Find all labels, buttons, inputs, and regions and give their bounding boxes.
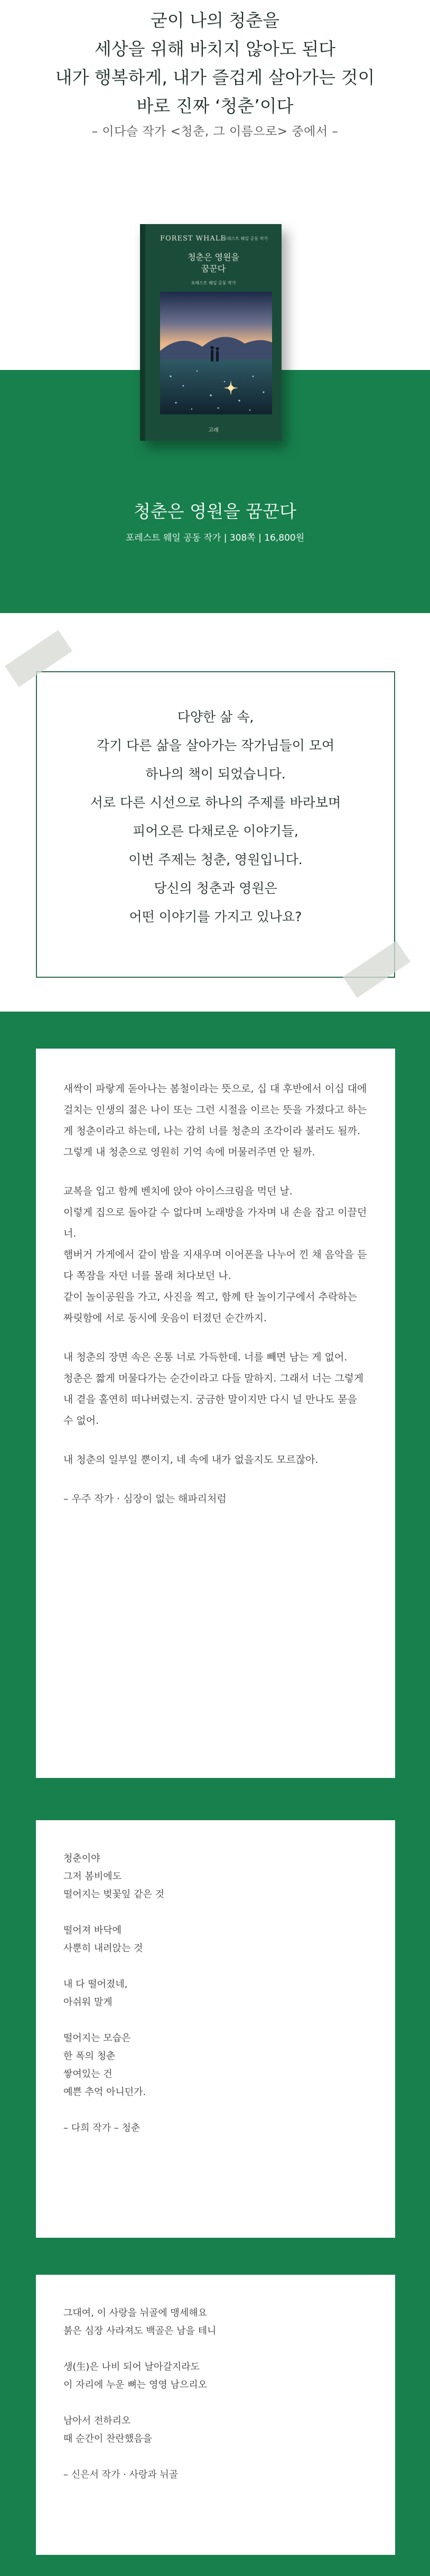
quote-line: 굳이 나의 청춘을 — [150, 10, 280, 31]
spacer — [63, 1470, 368, 1488]
book-title-line: 청춘은 영원을 — [188, 252, 239, 262]
poem-line: 생(生)은 나비 되어 날아갈지라도 — [63, 2361, 200, 2373]
excerpt-card — [36, 2275, 395, 2555]
poem-line: 청춘이야 — [63, 1853, 100, 1864]
intro-line: 당신의 청춘과 영원은 — [154, 881, 277, 896]
hero-quote — [0, 0, 430, 139]
spacer — [63, 1904, 368, 1922]
quote-line: 내가 행복하게, 내가 즐겁게 살아가는 것이 — [55, 67, 375, 88]
excerpt-paragraph: 이렇게 집으로 돌아갈 수 없다며 노래방을 가자며 내 손을 잡고 이끌던 너. — [63, 1207, 367, 1239]
spacer — [63, 1163, 368, 1181]
spacer — [63, 2012, 368, 2030]
excerpt-signature: – 우주 작가 · 심장이 없는 해파리처럼 — [63, 1493, 227, 1505]
book-cover — [140, 224, 282, 441]
excerpt-paragraph: 같이 놀이공원을 가고, 사진을 찍고, 함께 탄 놀이기구에서 추락하는 짜릿함에 서로 동시에 웃음이 터졌던 순간까지. — [63, 1291, 357, 1324]
intro-line: 이번 주제는 청춘, 영원입니다. — [128, 852, 303, 867]
poem-line: 사뿐히 내려앉는 것 — [63, 1943, 143, 1954]
poem-line: 그저 봄비에도 — [63, 1871, 122, 1882]
intro-line: 각기 다른 삶을 살아가는 작가님들이 모여 — [96, 738, 335, 753]
excerpt-paragraph: 내 청춘의 일부일 뿐이지, 네 속에 내가 없을지도 모르잖아. — [63, 1454, 319, 1466]
quote-line: 세상을 위해 바치지 않아도 된다 — [94, 39, 336, 59]
book-cover-illustration — [160, 292, 272, 414]
excerpt-paragraph: 교복을 입고 함께 벤치에 앉아 아이스크림을 먹던 날. — [63, 1185, 293, 1197]
poem-line: 그대여, 이 사랑을 뉘골에 맹세해요 — [63, 2308, 208, 2319]
book-meta: 포레스트 웨일 공동 작가 | 308쪽 | 16,800원 — [125, 533, 305, 543]
intro-line: 서로 다른 시선으로 하나의 주제를 바라보며 — [90, 795, 341, 810]
intro-line: 다양한 삶 속, — [177, 709, 254, 725]
excerpt-signature: – 다희 작가 – 청춘 — [63, 2123, 141, 2134]
excerpt-card — [36, 1820, 395, 2238]
intro-line: 피어오른 다채로운 이야기들, — [133, 823, 298, 839]
quote-line: 바로 진짜 ‘청춘’이다 — [136, 96, 294, 116]
poem-line: 떨어지는 벚꽃잎 같은 것 — [63, 1889, 165, 1900]
poem-line: 때 순간이 찬란했음을 — [63, 2433, 152, 2444]
book-brand: FOREST WHALE — [160, 235, 226, 243]
book-cover-title — [145, 252, 282, 275]
intro-line: 하나의 책이 되었습니다. — [145, 766, 286, 782]
poem-line: 아쉬워 말게 — [63, 1997, 113, 2008]
excerpt-signature: – 신은서 작가 · 사랑과 뉘골 — [63, 2469, 179, 2480]
intro-section — [0, 613, 430, 1012]
excerpts-section — [0, 1012, 430, 2576]
book-publisher-logo: 고래 — [208, 428, 219, 433]
book-series: 포레스트 웨일 공동 작가 — [223, 236, 268, 241]
spacer — [63, 1329, 368, 1347]
spacer — [63, 2101, 368, 2119]
spacer — [63, 1431, 368, 1449]
excerpt-paragraph: 내 청춘의 장면 속은 온통 너로 가득한데. 너를 빼면 남는 게 없어. — [63, 1351, 348, 1363]
poem-line: 붉은 심장 사라져도 백골은 남을 테니 — [63, 2325, 217, 2337]
poem-line: 이 자리에 누운 뼈는 영영 남으리오 — [63, 2379, 208, 2390]
poem-line: 한 폭의 청춘 — [63, 2051, 116, 2062]
poem-line: 남아서 전하리오 — [63, 2415, 131, 2426]
poem-line: 내 다 떨어졌네, — [63, 1979, 128, 1990]
poem-line: 쌓여있는 건 — [63, 2069, 113, 2080]
excerpt-paragraph: 청춘은 짧게 머물다가는 순간이라고 다들 말하지. 그래서 너는 그렇게 내 곁을 홀연히 떠나버렸는지. 궁금한 말이지만 다시 널 만나도 묻을 수 없어. — [63, 1373, 364, 1426]
book-name: 청춘은 영원을 꿈꾼다 — [134, 501, 296, 522]
hero-section — [0, 0, 430, 433]
excerpt-paragraph: 햄버거 가게에서 같이 밤을 지새우며 이어폰을 나누어 낀 채 음악을 듣다 쪽잠을 자던 너를 몰래 쳐다보던 나. — [63, 1249, 367, 1282]
poem-line: 예쁜 추억 아니던가. — [63, 2087, 146, 2098]
intro-card — [36, 671, 395, 978]
quote-source: – 이다슬 작가 <청춘, 그 이름으로> 중에서 – — [91, 125, 339, 138]
spacer — [63, 2340, 368, 2358]
book-title-line: 꿈꾼다 — [201, 264, 226, 274]
spacer — [63, 2394, 368, 2412]
poem-line: 떨어져 바닥에 — [63, 1925, 122, 1936]
poem-line: 떨어지는 모습은 — [63, 2033, 131, 2044]
spacer — [63, 2448, 368, 2466]
spacer — [63, 1958, 368, 1976]
book-caption — [0, 498, 430, 543]
book-cover-authors: 포레스트 웨일 공동 작가 — [191, 281, 236, 285]
excerpt-paragraph: 새싹이 파랗게 돋아나는 봄철이라는 뜻으로, 십 대 후반에서 이십 대에 걸치는 인생의 젊은 나이 또는 그런 시절을 이르는 뜻을 가졌다고 하는 게 청춘이라고 하는데, 나는 감히 너를 청춘의 조각이라 불러도 될까. 그렇게 내 청춘으로 영원히 기억 속에 머물러주면 안 될까. — [63, 1083, 367, 1158]
night-field-illustration — [160, 292, 272, 414]
intro-line: 어떤 이야기를 가지고 있나요? — [129, 909, 302, 924]
excerpt-card — [36, 1049, 395, 1778]
